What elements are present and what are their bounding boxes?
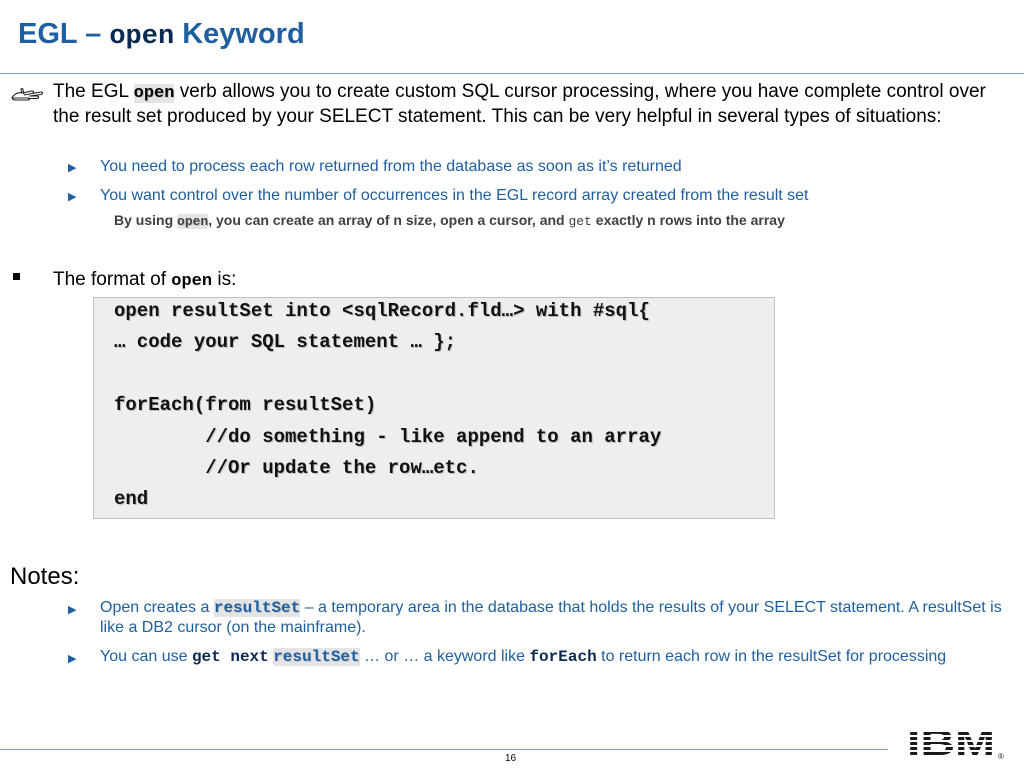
- ibm-logo: [905, 722, 1005, 762]
- code-line: //do something - like append to an array: [114, 426, 662, 448]
- code-line: //Or update the row…etc.: [114, 457, 479, 479]
- square-bullet-icon: [13, 273, 20, 280]
- arrow-bullet-icon: ▶: [68, 653, 77, 665]
- title-divider: [0, 73, 1024, 74]
- arrow-bullet-icon: ▶: [68, 162, 77, 174]
- code-line: open resultSet into <sqlRecord.fld…> with #sql{: [114, 300, 650, 322]
- situation-item: You need to process each row returned from the database as soon as it’s returned: [100, 158, 682, 175]
- detail-text: By using open, you can create an array of n size, open a cursor, and get exactly n rows into the array: [114, 212, 785, 229]
- title-keyword: open: [109, 22, 175, 52]
- open-keyword: open: [133, 84, 175, 103]
- code-line: … code your SQL statement … };: [114, 331, 457, 353]
- code-line: forEach(from resultSet): [114, 394, 377, 416]
- resultset-keyword: resultSet: [213, 599, 301, 617]
- arrow-bullet-icon: ▶: [68, 604, 77, 616]
- title-prefix: EGL –: [18, 18, 110, 50]
- registered-mark: ®: [998, 752, 1004, 761]
- notes-heading: Notes:: [10, 563, 80, 590]
- get-next-keyword: get next: [191, 648, 269, 666]
- resultset-keyword: resultSet: [273, 648, 360, 666]
- format-heading: The format of open is:: [53, 269, 237, 291]
- situation-item: You want control over the number of occurrences in the EGL record array created from the result set: [100, 187, 809, 204]
- footer-divider: [0, 749, 888, 750]
- open-keyword: open: [177, 214, 209, 229]
- intro-paragraph: The EGL open verb allows you to create custom SQL cursor processing, where you have complete control over the result set produced by your SELECT statement. This can be very helpful in several types of situations:: [53, 81, 986, 127]
- pointing-hand-icon: [10, 86, 44, 102]
- title-suffix: Keyword: [174, 18, 305, 50]
- page-title: [18, 18, 305, 52]
- code-line: end: [114, 488, 149, 510]
- page-number: 16: [505, 753, 517, 764]
- note-item: You can use get next resultSet … or … a keyword like forEach to return each row in the resultSet for processing: [100, 648, 947, 666]
- note-item: Open creates a resultSet – a temporary area in the database that holds the results of your SELECT statement. A resultSet is like a DB2 cursor (on the mainframe).: [100, 599, 1002, 636]
- foreach-keyword: forEach: [529, 648, 597, 666]
- get-keyword: get: [568, 214, 592, 229]
- arrow-bullet-icon: ▶: [68, 191, 77, 203]
- open-keyword: open: [171, 272, 213, 291]
